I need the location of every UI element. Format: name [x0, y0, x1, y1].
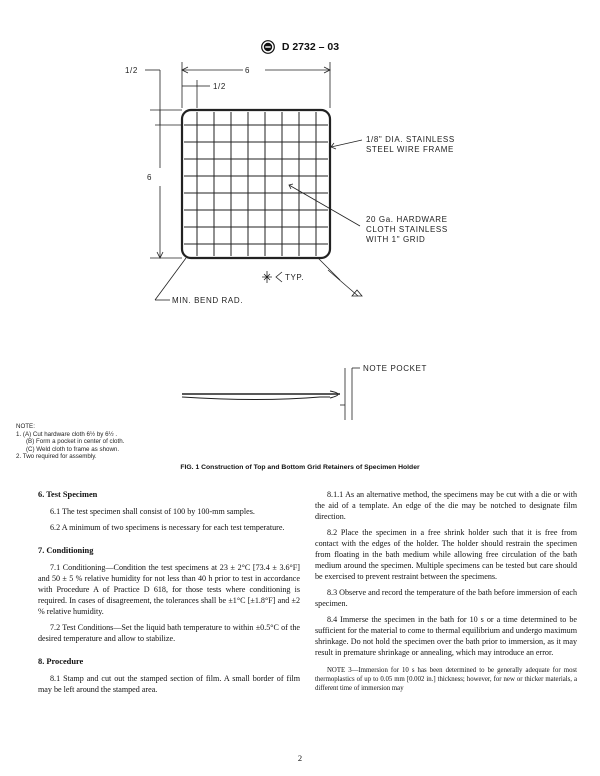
cloth-callout-line-1: 20 Ga. HARDWARE: [366, 215, 448, 224]
note-pocket-callout: NOTE POCKET: [363, 364, 427, 373]
paragraph-6-1: 6.1 The test specimen shall consist of 100 by 100-mm samples.: [50, 507, 255, 516]
document-designation: D 2732 – 03: [281, 41, 340, 53]
paragraph-7-2: 7.2 Test Conditions—Set the liquid bath temperature to within ±0.5°C of the desired temperature and allow to stabilize.: [38, 623, 300, 643]
page-number: 2: [297, 753, 303, 763]
paragraph-8-2: 8.2 Place the specimen in a free shrink holder such that it is free from contact with the edges of the holder. The holder should restrain the specimen from floating in the bath medium while allowing free circulation of the bath medium around the specimen. Multiple specimens can be tested but care should be exercised to prevent restraint between the specimens.: [315, 528, 577, 581]
dim-top-label: 6: [245, 66, 251, 75]
cloth-callout-line-2: CLOTH STAINLESS: [366, 225, 448, 234]
section-8-heading: 8. Procedure: [38, 657, 84, 666]
frame-callout-line-2: STEEL WIRE FRAME: [366, 145, 454, 154]
note-3: NOTE 3—Immersion for 10 s has been determined to be generally adequate for most thermoplastics of up to 0.05 mm [0.002 in.] thickness; however, for new or thicker materials, a different time of immersion may: [315, 667, 577, 692]
cloth-callout-line-3: WITH 1" GRID: [366, 235, 426, 244]
section-6-heading: 6. Test Specimen: [38, 490, 98, 499]
left-column: [38, 489, 300, 700]
paragraph-8-3: 8.3 Observe and record the temperature of the bath before immersion of each specimen.: [315, 588, 577, 608]
bend-radius-callout: MIN. BEND RAD.: [172, 296, 244, 305]
note-title: NOTE:: [16, 423, 35, 430]
paragraph-8-4: 8.4 Immerse the specimen in the bath for 10 s or a time determined to be sufficient for the material to come to thermal equilibrium and undergo maximum shrinkage. Do not hold the specimen over the bath prior to immersion, as it may result in premature shrinkage or annealing, which may introduce an error.: [315, 615, 578, 657]
section-7-heading: 7. Conditioning: [38, 546, 94, 555]
paragraph-8-1: 8.1 Stamp and cut out the stamped section of film. A small border of film may be left around the stamped area.: [38, 674, 300, 694]
note-1b: (B) Form a pocket in center of cloth.: [26, 438, 125, 446]
paragraph-7-1: 7.1 Conditioning—Condition the test specimens at 23 ± 2°C [73.4 ± 3.6°F] and 50 ± 5 % relative humidity for not less than 40 h prior to test in accordance with Procedure A of Practice D 618, for those tests where conditioning is required. In cases of disagreement, the tolerances shall be ±1°C [±1.8°F] and ±2 % relative humidity.: [38, 563, 300, 616]
figure-caption: FIG. 1 Construction of Top and Bottom Grid Retainers of Specimen Holder: [180, 464, 420, 471]
note-2: 2. Two required for assembly.: [16, 453, 97, 461]
paragraph-8-1-1: 8.1.1 As an alternative method, the specimens may be cut with a die or with the aid of a template. An edge of the die may be notched to designate film direction.: [315, 490, 577, 521]
dim-left-top-label: 1/2: [125, 66, 138, 75]
paragraph-6-2: 6.2 A minimum of two specimens is necessary for each test temperature.: [50, 523, 285, 532]
typ-callout: TYP.: [285, 273, 305, 282]
frame-callout-line-1: 1/8" DIA. STAINLESS: [366, 135, 455, 144]
note-1a: 1. (A) Cut hardware cloth 6½ by 6½ .: [16, 430, 118, 438]
figure-notes: [16, 423, 124, 461]
note-1c: (C) Weld cloth to frame as shown.: [26, 445, 120, 453]
dim-side-label: 6: [147, 173, 153, 182]
right-column: [315, 489, 577, 698]
dim-inner-label: 1/2: [213, 82, 226, 91]
